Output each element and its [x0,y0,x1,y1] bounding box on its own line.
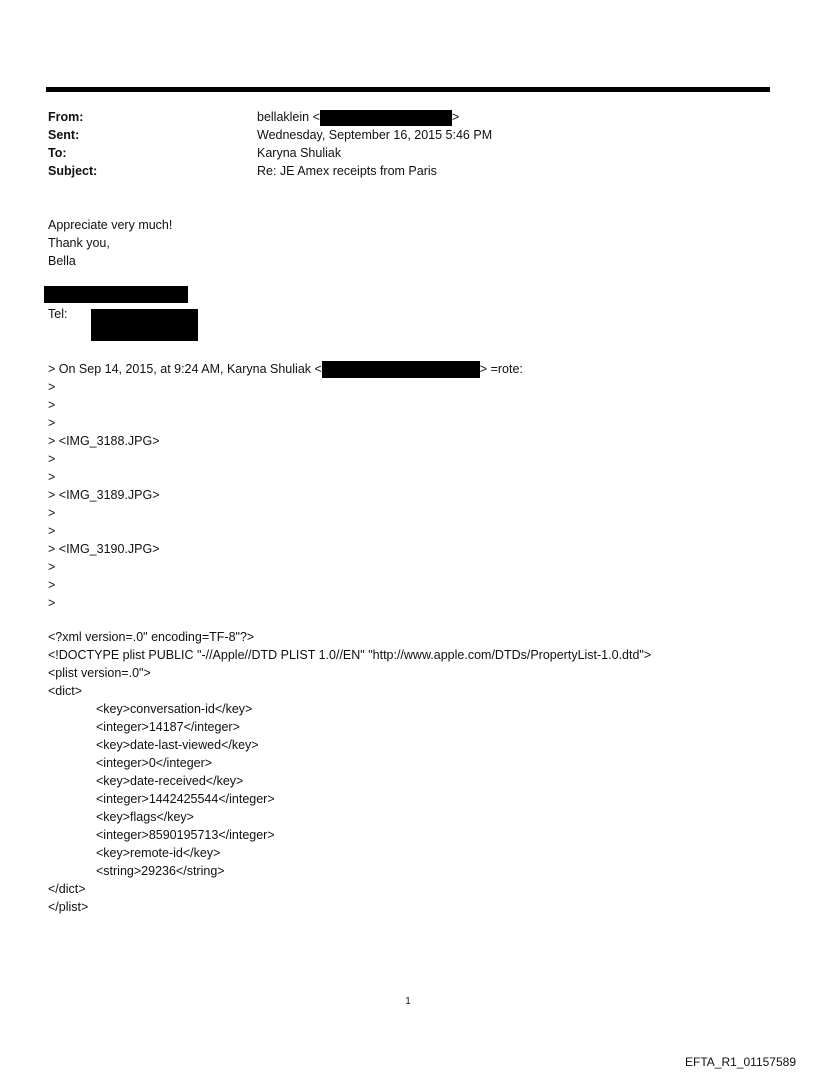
to-value: Karyna Shuliak [257,146,342,160]
signature-redaction [44,286,188,303]
email-header [48,108,748,180]
from-value [257,108,459,126]
xml-entry: <integer>8590195713</integer> [96,828,275,842]
from-close: > [451,110,460,124]
quote-attachment-line: > <IMG_3188.JPG> [48,434,160,448]
xml-entry: <integer>0</integer> [96,756,213,770]
xml-entry: <key>date-last-viewed</key> [96,738,259,752]
tel-redaction [91,309,198,341]
xml-declaration: <?xml version=.0" encoding=TF-8"?> [48,630,255,644]
quote-line: > [48,506,56,520]
xml-entry: <key>conversation-id</key> [96,702,253,716]
quote-line: > [48,578,56,592]
subject-value: Re: JE Amex receipts from Paris [257,164,437,178]
quote-line: > [48,398,56,412]
from-row [48,108,748,126]
quote-intro [48,360,778,378]
xml-plist-open: <plist version=.0"> [48,666,151,680]
message-line: Appreciate very much! [48,218,173,232]
xml-entry: <key>remote-id</key> [96,846,221,860]
quote-attachment-line: > <IMG_3190.JPG> [48,542,160,556]
xml-entry: <key>flags</key> [96,810,194,824]
quote-intro-prefix: > On Sep 14, 2015, at 9:24 AM, Karyna Shuliak < [48,362,322,376]
quote-line: > [48,452,56,466]
tel-label: Tel: [48,307,68,321]
quote-line: > [48,524,56,538]
message-line: Thank you, [48,236,110,250]
quote-line: > [48,380,56,394]
from-email-redaction [320,110,452,126]
from-name: bellaklein < [257,110,320,124]
sent-label: Sent: [48,128,80,142]
quote-email-redaction [322,361,480,378]
xml-dict-open: <dict> [48,684,83,698]
xml-doctype: <!DOCTYPE plist PUBLIC "-//Apple//DTD PLIST 1.0//EN" "http://www.apple.com/DTDs/PropertyList-1.0.dtd"> [48,648,652,662]
quoted-message [48,360,778,612]
quote-line: > [48,596,56,610]
quote-line: > [48,470,56,484]
bates-number: EFTA_R1_01157589 [685,1055,796,1069]
quote-intro-suffix: > =rote: [479,362,523,376]
plist-xml [48,628,788,916]
sent-value: Wednesday, September 16, 2015 5:46 PM [257,128,493,142]
quote-line: > [48,416,56,430]
subject-label: Subject: [48,164,98,178]
xml-entry: <integer>14187</integer> [96,720,240,734]
quote-attachment-line: > <IMG_3189.JPG> [48,488,160,502]
xml-plist-close: </plist> [48,900,89,914]
xml-entry: <key>date-received</key> [96,774,244,788]
xml-dict-close: </dict> [48,882,86,896]
page-number: 1 [405,996,411,1007]
subject-row [48,162,748,180]
header-rule [46,87,770,92]
xml-entry: <integer>1442425544</integer> [96,792,275,806]
message-body [48,216,778,270]
xml-entry: <string>29236</string> [96,864,225,878]
from-label: From: [48,110,84,124]
quote-line: > [48,560,56,574]
message-line: Bella [48,254,76,268]
to-row [48,144,748,162]
sent-row [48,126,748,144]
to-label: To: [48,146,67,160]
